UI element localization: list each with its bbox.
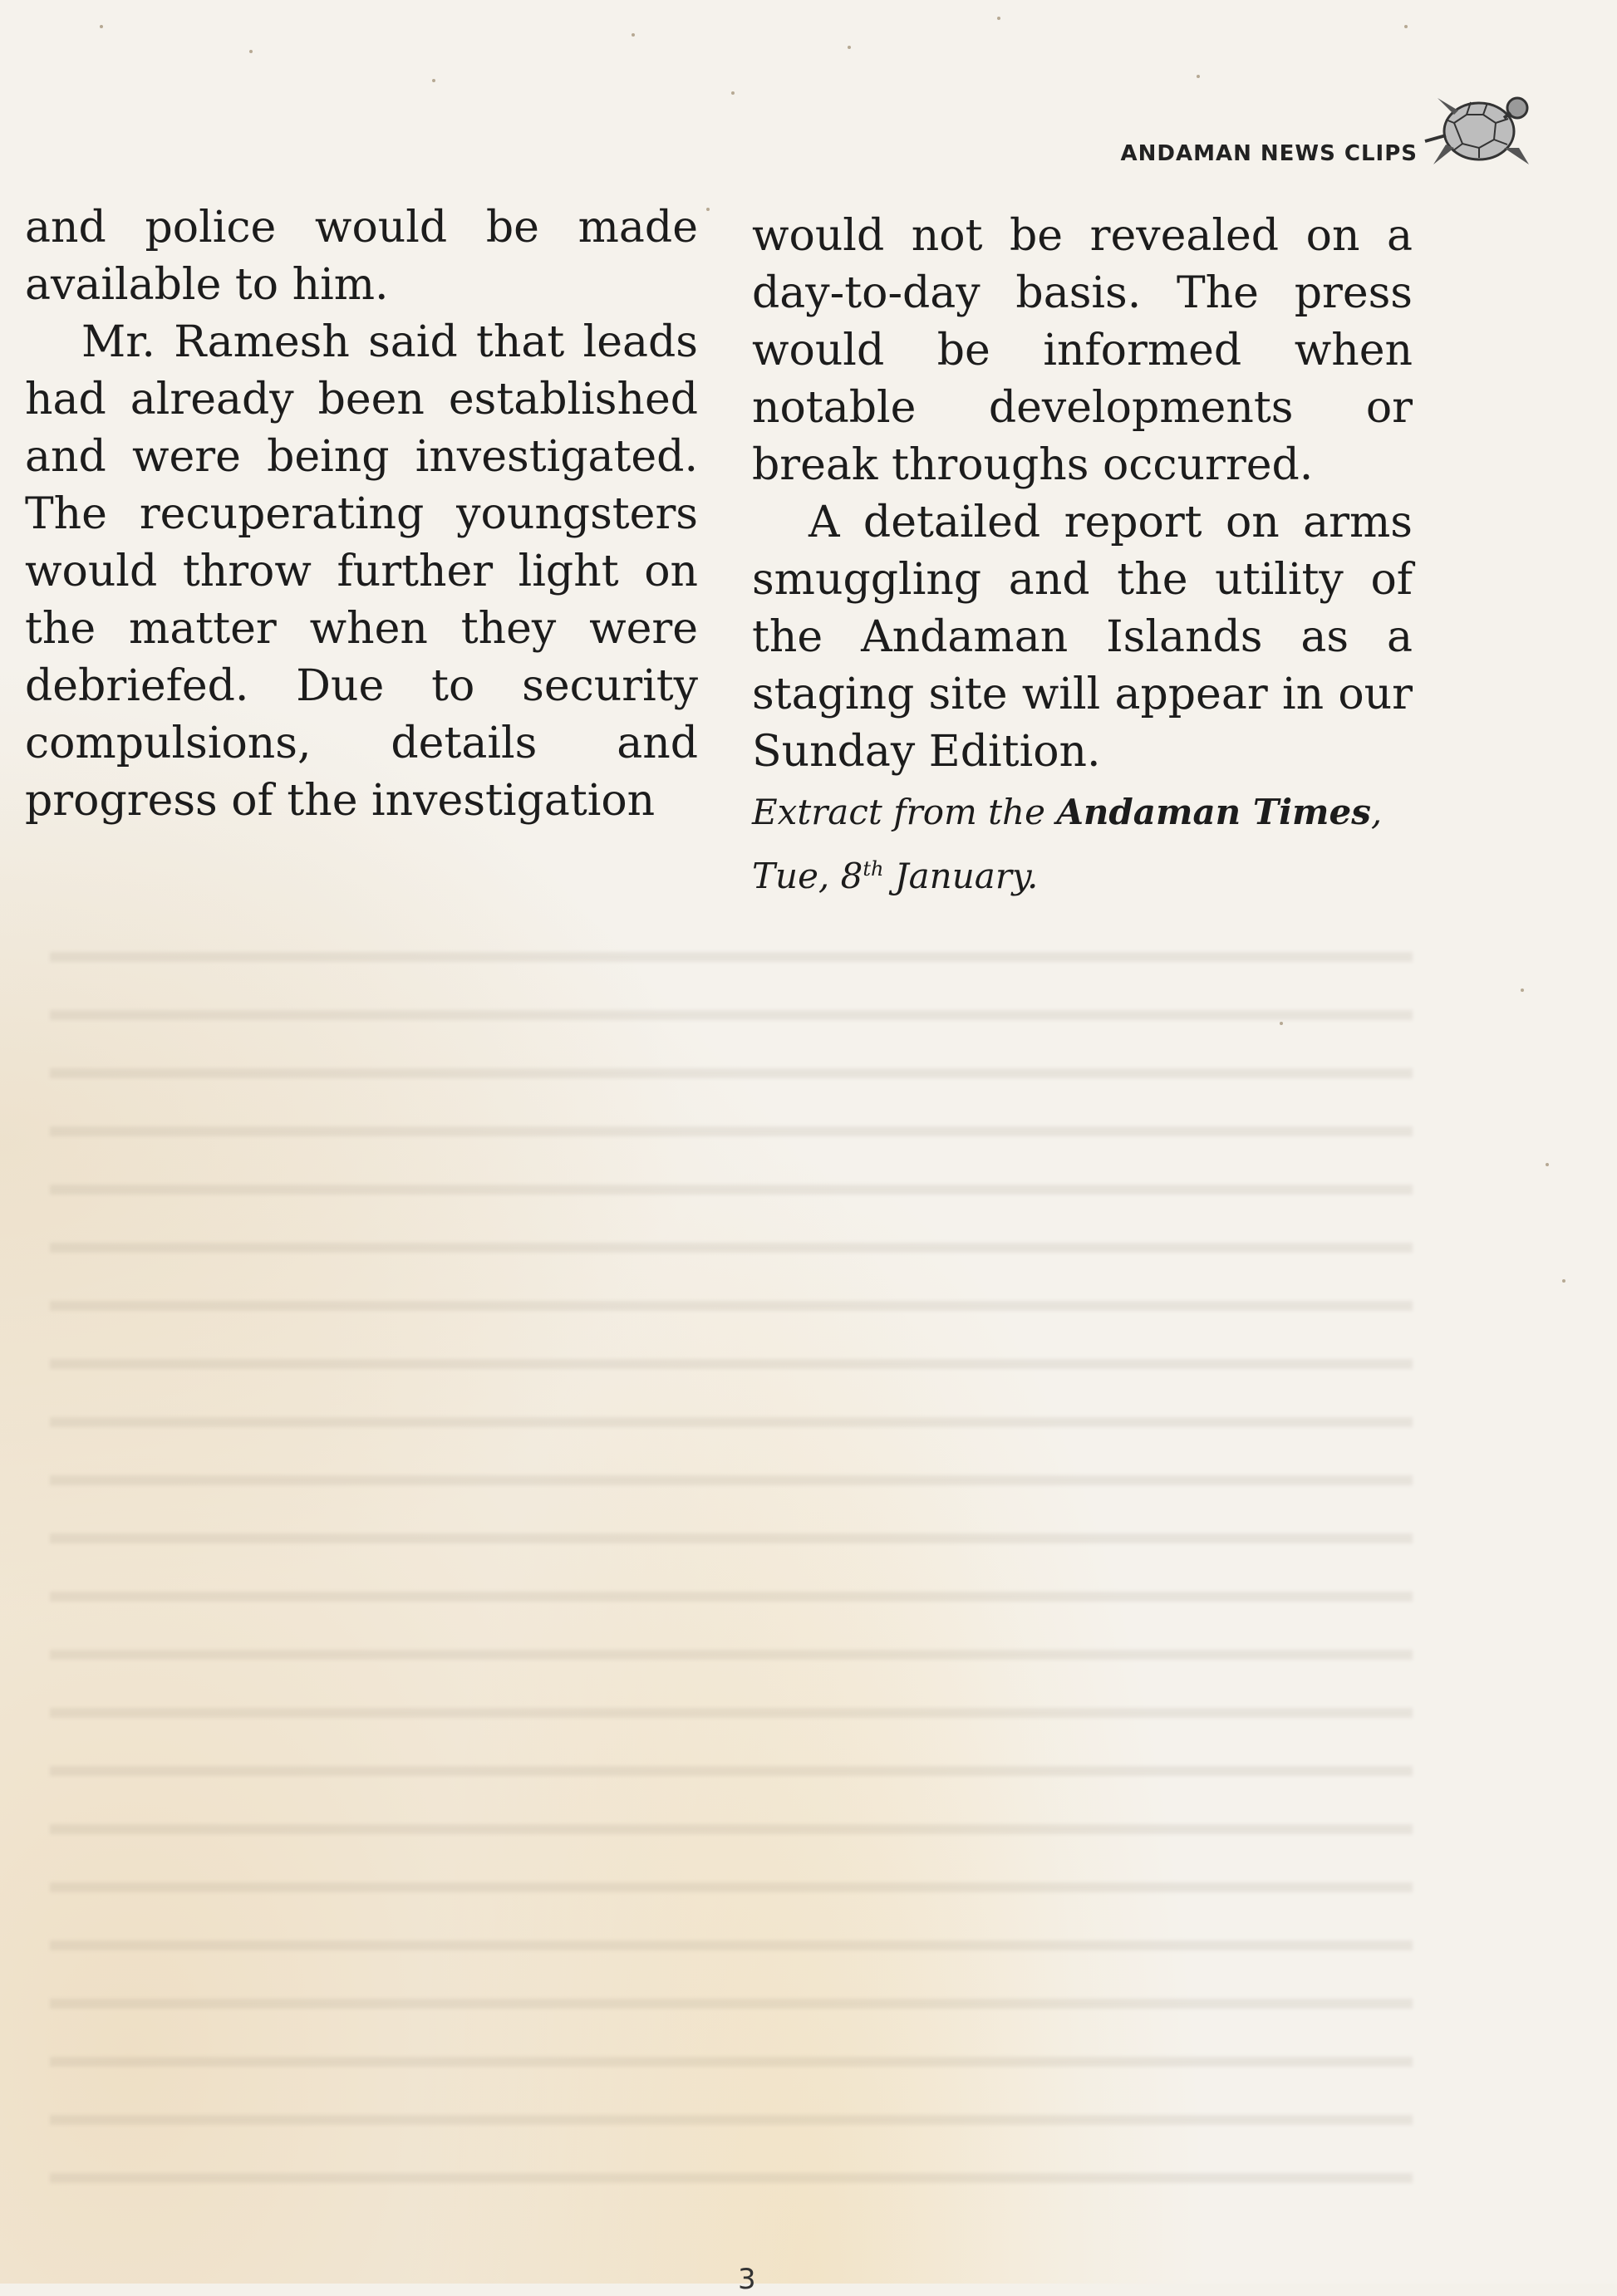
- paper-speck: [1562, 1279, 1565, 1283]
- credit-source: Andaman Times: [1056, 792, 1371, 832]
- credit-date: , Tue, 8: [752, 792, 1383, 896]
- paper-speck: [249, 50, 253, 53]
- paper-speck: [706, 208, 710, 211]
- paper-speck: [731, 91, 735, 95]
- left-column: [25, 199, 698, 830]
- turtle-icon: [1421, 65, 1546, 189]
- paper-speck: [1280, 1022, 1283, 1025]
- paper-speck: [1521, 989, 1524, 992]
- paper-speck: [100, 25, 103, 28]
- credit-prefix: Extract from the: [752, 792, 1057, 832]
- article-paragraph: and police would be made available to him.: [25, 203, 698, 310]
- paper-speck: [997, 17, 1000, 20]
- paper-speck: [1197, 75, 1200, 78]
- paper-speck: [1546, 1163, 1549, 1166]
- bleed-through-texture: [50, 914, 1413, 2201]
- right-column: [752, 208, 1413, 905]
- page-number: 3: [738, 2263, 756, 2296]
- header-title: ANDAMAN NEWS CLIPS: [1120, 141, 1418, 166]
- paper-speck: [848, 46, 851, 49]
- paper-speck: [432, 79, 435, 82]
- paper-speck: [1404, 25, 1408, 28]
- credit-date-superscript: th: [863, 857, 884, 881]
- credit-date-month: January.: [883, 856, 1039, 896]
- source-credit: [752, 784, 1413, 905]
- paper-speck: [632, 33, 635, 37]
- article-paragraph: A detailed report on arms smuggling and the utility of the Andaman Islands as a staging site will appear in our Sunday Edition.: [752, 498, 1413, 777]
- article-paragraph: would not be revealed on a day-to-day basis. The press would be informed when notable developments or break throughs occurred.: [752, 211, 1413, 490]
- article-paragraph: Mr. Ramesh said that leads had already been established and were being investigated. The recuperating youngsters would throw further light on the matter when they were debriefed. Due to security compulsions, details and progress of the investigation: [25, 317, 698, 826]
